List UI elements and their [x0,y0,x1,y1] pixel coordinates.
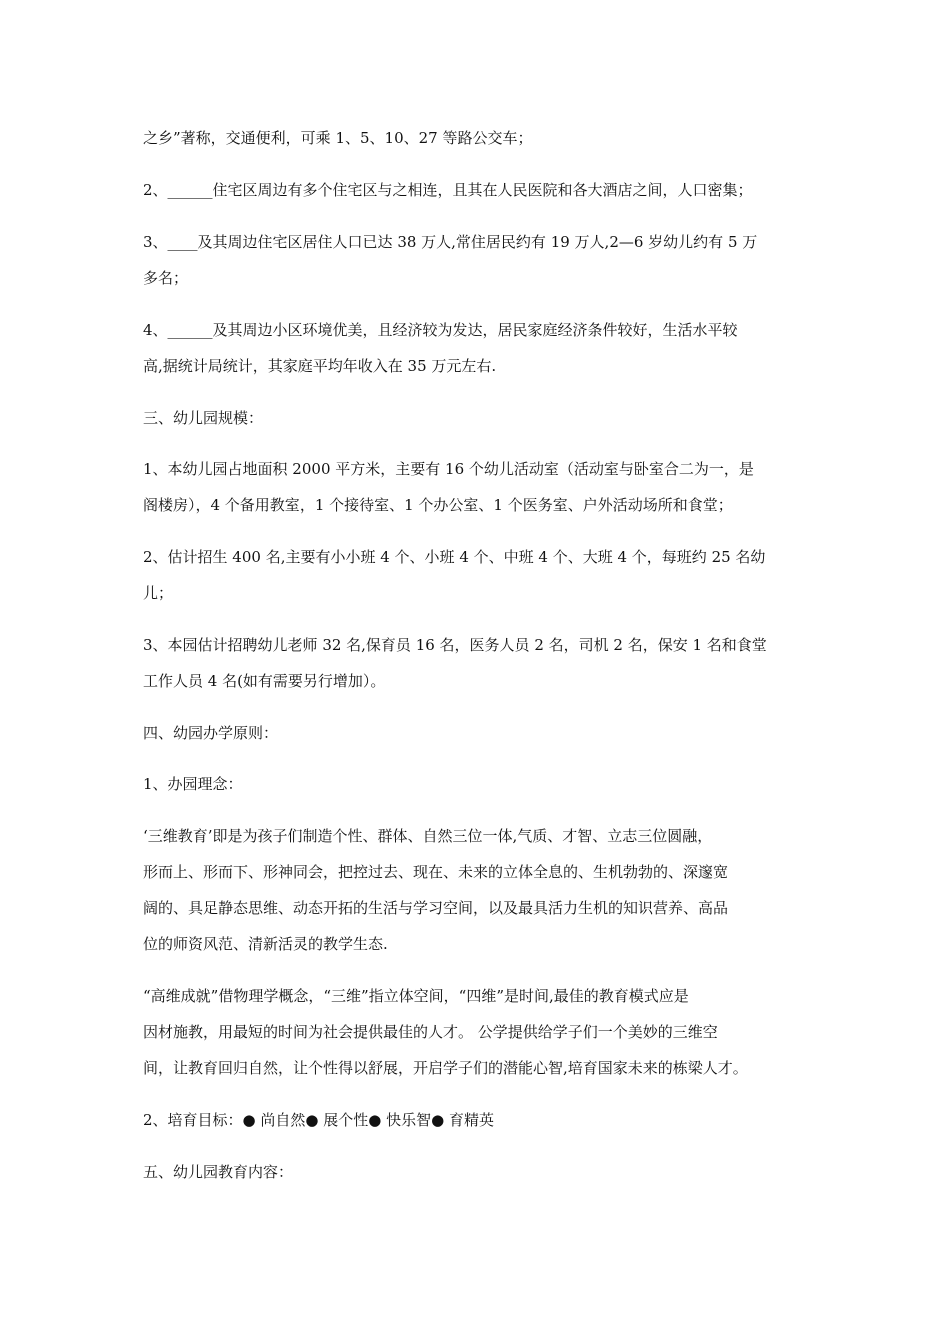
text-line: 1、办园理念： [143,775,243,793]
text-line: 3、____及其周边住宅区居住人口已达 38 万人,常住居民约有 19 万人,2—6 岁幼儿约有 5 万 [143,233,758,251]
text-line: 间，让教育回归自然，让个性得以舒展，开启学子们的潜能心智,培育国家未来的栋梁人才。 [143,1059,748,1077]
text-line: 2、培育目标：● 尚自然● 展个性● 快乐智● 育精英 [143,1111,494,1129]
text-line: 高,据统计局统计，其家庭平均年收入在 35 万元左右. [143,357,497,375]
text-line: 位的师资风范、清新活灵的教学生态. [143,935,388,953]
text-line: 阁楼房），4 个备用教室，1 个接待室、1 个办公室、1 个医务室、户外活动场所和食堂； [143,496,733,514]
section-heading: 五、幼儿园教育内容： [143,1163,294,1181]
section-heading: 四、幼园办学原则： [143,724,279,742]
text-line: 儿； [143,584,174,602]
text-line: 之乡”著称，交通便利，可乘 1、5、10、27 等路公交车； [143,129,533,147]
text-line: 4、______及其周边小区环境优美，且经济较为发达，居民家庭经济条件较好，生活水平较 [143,321,738,339]
section-heading: 三、幼儿园规模： [143,409,264,427]
text-line: 因材施教，用最短的时间为社会提供最佳的人才。 公学提供给学子们一个美妙的三维空 [143,1023,718,1041]
text-line: ‘三维教育’即是为孩子们制造个性、群体、自然三位一体,气质、才智、立志三位圆融， [143,827,713,845]
text-line: 2、估计招生 400 名,主要有小小班 4 个、小班 4 个、中班 4 个、大班 4 个，每班约 25 名幼 [143,548,766,566]
text-line: 3、本园估计招聘幼儿老师 32 名,保育员 16 名，医务人员 2 名，司机 2 名，保安 1 名和食堂 [143,636,767,654]
text-line: 工作人员 4 名(如有需要另行增加）。 [143,672,386,690]
text-line: 2、______住宅区周边有多个住宅区与之相连，且其在人民医院和各大酒店之间，人口密集； [143,181,753,199]
text-line: “高维成就”借物理学概念，“三维”指立体空间，“四维”是时间,最佳的教育模式应是 [143,987,689,1005]
text-line: 多名； [143,269,189,287]
text-line: 1、本幼儿园占地面积 2000 平方米，主要有 16 个幼儿活动室（活动室与卧室合二为一，是 [143,460,754,478]
text-line: 阔的、具足静态思维、动态开拓的生活与学习空间，以及最具活力生机的知识营养、高品 [143,899,729,917]
text-line: 形而上、形而下、形神同会，把控过去、现在、未来的立体全息的、生机勃勃的、深邃宽 [143,863,729,881]
